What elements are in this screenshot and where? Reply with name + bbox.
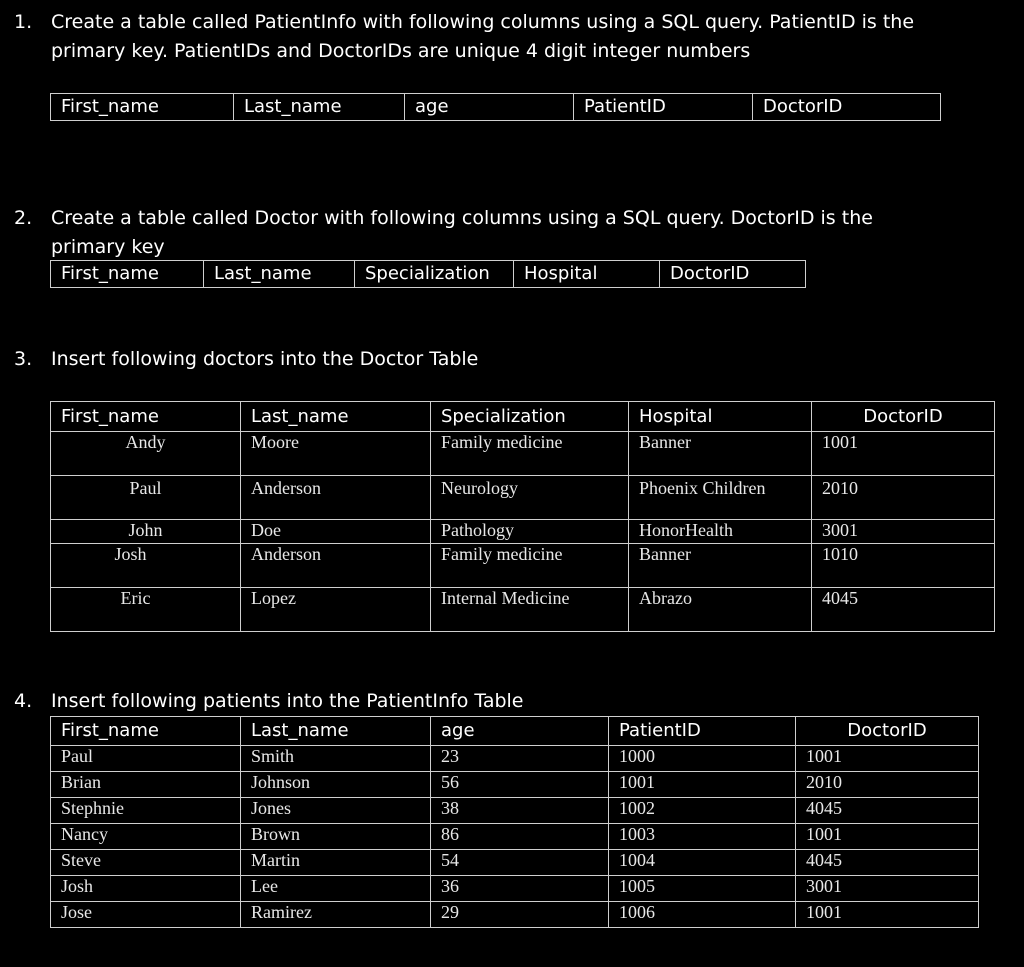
column-cell: Hospital [514,261,660,288]
column-cell: DoctorID [753,94,941,121]
cell: 54 [431,850,609,876]
cell: Moore [241,432,431,476]
cell: 4045 [796,798,979,824]
cell: 29 [431,902,609,928]
cell: 1001 [796,746,979,772]
cell: 1000 [609,746,796,772]
header-cell: DoctorID [812,402,995,432]
table-row [51,746,979,772]
cell: 86 [431,824,609,850]
cell: 3001 [796,876,979,902]
cell: 1006 [609,902,796,928]
cell: Paul [51,476,241,520]
cell: Josh [51,544,241,588]
header-cell: First_name [51,717,241,746]
cell: Josh [51,876,241,902]
cell: Family medicine [431,432,629,476]
column-cell: PatientID [574,94,753,121]
cell: 4045 [812,588,995,632]
cell: Anderson [241,544,431,588]
header-cell: Last_name [241,717,431,746]
header-cell: DoctorID [796,717,979,746]
cell: HonorHealth [629,520,812,544]
cell: Johnson [241,772,431,798]
doctor-data-table [50,401,995,632]
question-number: 3. [14,348,33,370]
cell: Family medicine [431,544,629,588]
table-row [51,588,995,632]
cell: Paul [51,746,241,772]
cell: 2010 [796,772,979,798]
question-text: Insert following doctors into the Doctor Table [51,348,479,370]
question-text: Create a table called Doctor with following columns using a SQL query. DoctorID is the primary key [51,207,873,258]
cell: 1005 [609,876,796,902]
cell: 4045 [796,850,979,876]
cell: Brown [241,824,431,850]
column-cell: Specialization [355,261,514,288]
patient-data-table [50,716,979,928]
cell: Lee [241,876,431,902]
column-cell: Last_name [204,261,355,288]
cell: Jose [51,902,241,928]
cell: 38 [431,798,609,824]
table-row [51,476,995,520]
cell: 1003 [609,824,796,850]
cell: Ramirez [241,902,431,928]
question-number: 1. [14,11,33,33]
table-row [51,850,979,876]
cell: Lopez [241,588,431,632]
column-cell: Last_name [234,94,405,121]
header-cell: Hospital [629,402,812,432]
column-cell: age [405,94,574,121]
cell: Eric [51,588,241,632]
cell: 36 [431,876,609,902]
doctor-columns-table [50,260,806,288]
cell: Steve [51,850,241,876]
header-cell: PatientID [609,717,796,746]
cell: 1010 [812,544,995,588]
cell: 1001 [812,432,995,476]
cell: Brian [51,772,241,798]
cell: Phoenix Children [629,476,812,520]
table-header-row [51,402,995,432]
cell: 1001 [796,902,979,928]
table-row [51,544,995,588]
cell: Martin [241,850,431,876]
cell: Internal Medicine [431,588,629,632]
cell: Neurology [431,476,629,520]
table-row [51,432,995,476]
column-cell: First_name [51,94,234,121]
table-row [51,520,995,544]
cell: Andy [51,432,241,476]
patientinfo-columns-table [50,93,941,121]
cell: 2010 [812,476,995,520]
cell: Jones [241,798,431,824]
header-cell: age [431,717,609,746]
question-number: 2. [14,207,33,229]
table-row [51,824,979,850]
cell: Stephnie [51,798,241,824]
cell: Nancy [51,824,241,850]
header-cell: First_name [51,402,241,432]
header-cell: Specialization [431,402,629,432]
cell: 1001 [609,772,796,798]
cell: 3001 [812,520,995,544]
table-header-row [51,717,979,746]
question-text: Create a table called PatientInfo with following columns using a SQL query. PatientID is the primary key. PatientIDs and DoctorIDs are unique 4 digit integer numbers [51,11,915,62]
table-row [51,798,979,824]
cell: 23 [431,746,609,772]
cell: 1001 [796,824,979,850]
question-text: Insert following patients into the PatientInfo Table [51,690,524,712]
table-row [51,876,979,902]
cell: Doe [241,520,431,544]
cell: Banner [629,544,812,588]
column-cell: DoctorID [660,261,806,288]
cell: John [51,520,241,544]
cell: 1002 [609,798,796,824]
cell: Smith [241,746,431,772]
column-cell: First_name [51,261,204,288]
question-number: 4. [14,690,33,712]
cell: 56 [431,772,609,798]
cell: Anderson [241,476,431,520]
cell: Pathology [431,520,629,544]
table-row [51,772,979,798]
cell: Banner [629,432,812,476]
cell: 1004 [609,850,796,876]
header-cell: Last_name [241,402,431,432]
table-row [51,902,979,928]
cell: Abrazo [629,588,812,632]
